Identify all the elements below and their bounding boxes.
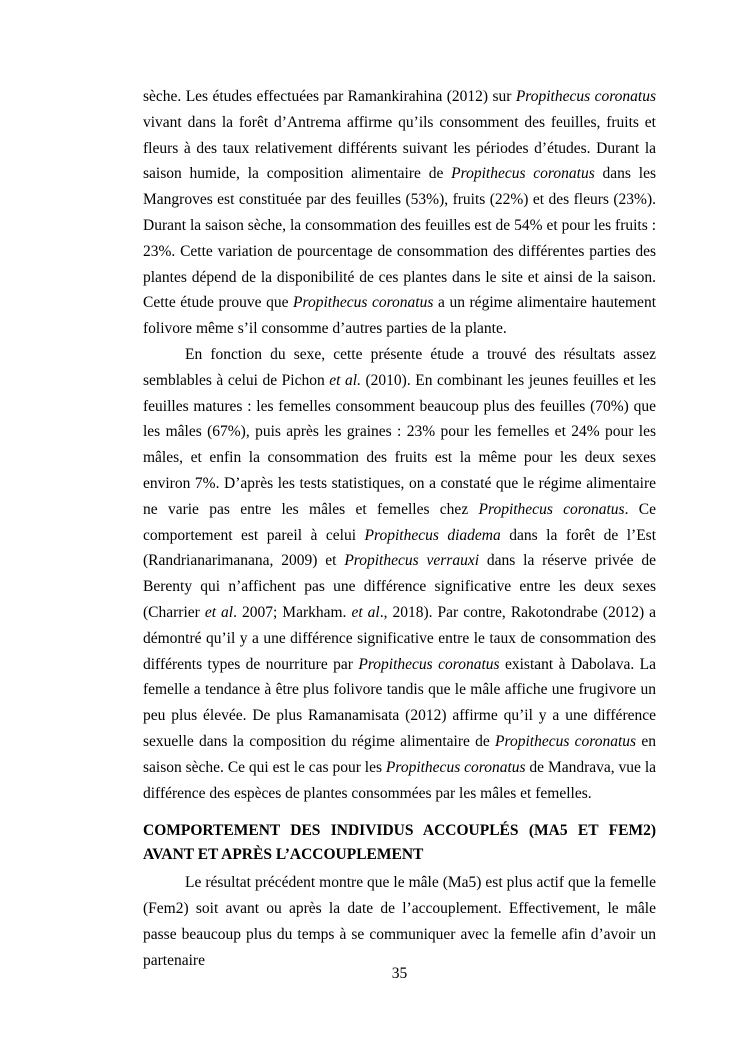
text-run: ., 2018). Par contre, Rakotondrabe (2012) a démontré qu’il y a une différence significative entre le taux de consommation des différents types de nourriture par [143, 603, 656, 673]
italic-text-run: et al [351, 603, 380, 621]
text-run: dans la forêt de l’Est (Randrianarimanana, 2009) et [143, 526, 657, 570]
text-run: (2010). En combinant les jeunes feuilles et les feuilles matures : les femelles consomment beaucoup plus des feuilles (70%) que les mâles (67%), puis après les graines : 23% pour les femelles et 24% pour les mâles, et enfin la consommation des fruits est la même pour les deux sexes environ 7%. D’après les tests statistiques, on a constaté que le régime alimentaire ne varie pas entre les mâles et femelles chez [143, 371, 657, 518]
italic-text-run: Propithecus coronatus [515, 88, 656, 105]
text-run: Le résultat précédent montre que le mâle (Ma5) est plus actif que la femelle (Fem2) soit avant ou après la date de l’accouplement. Effectivement, le mâle passe beaucoup plus du temps à se communiquer avec la femelle afin d’avoir un partenaire [143, 874, 656, 969]
italic-text-run: et al [204, 603, 234, 621]
document-body [143, 84, 656, 974]
italic-text-run: Propithecus coronatus [385, 758, 526, 776]
text-run: dans la réserve privée de Berenty qui n’affichent pas une différence significative entre les deux sexes (Charrier [143, 552, 656, 621]
text-run: existant à Dabolava. La femelle a tendance à être plus folivore tandis que le mâle affiche une frugivore un peu plus élevée. De plus Ramanamisata (2012) affirme qu’il y a une différence sexuelle dans la composition du régime alimentaire de [143, 655, 656, 750]
text-run: vivant dans la forêt d’Antrema affirme qu’ils consomment des feuilles, fruits et fleurs à des taux relativement différents suivant les périodes d’études. Durant la saison humide, la composition alimentaire de [143, 113, 656, 183]
paragraph [143, 342, 656, 806]
italic-text-run: Propithecus verrauxi [344, 552, 480, 570]
text-run: dans les Mangroves est constituée par des feuilles (53%), fruits (22%) et des fleurs (23%). Durant la saison sèche, la consommation des feuilles est de 54% et pour les fruits : 23%. Cette variation de pourcentage de consommation des différentes parties des plantes dépend de la disponibilité de ces plantes dans le site et ainsi de la saison. Cette étude prouve que [143, 165, 656, 312]
paragraph [143, 870, 656, 973]
page-number: 35 [391, 965, 408, 982]
text-run: sèche. Les études effectuées par Ramankirahina (2012) sur [143, 88, 516, 105]
italic-text-run: Propithecus coronatus [358, 655, 500, 673]
italic-text-run: Propithecus coronatus [451, 165, 595, 183]
text-run: a un régime alimentaire hautement folivore même s’il consomme d’autres parties de la plante. [143, 294, 656, 338]
text-run: . Ce comportement est pareil à celui [143, 500, 656, 544]
text-run: En fonction du sexe, cette présente étude a trouvé des résultats assez semblables à celui de Pichon [143, 345, 656, 389]
text-run: de Mandrava, vue la différence des espèces de plantes consommées par les mâles et femelles. [143, 758, 656, 802]
italic-text-run: Propithecus diadema [364, 526, 501, 544]
italic-text-run: Propithecus coronatus [495, 732, 637, 750]
text-run: COMPORTEMENT DES INDIVIDUS ACCOUPLÉS (MA5 ET FEM2) AVANT ET APRÈS L’ACCOUPLEMENT [143, 822, 656, 864]
italic-text-run: et al. [329, 371, 361, 389]
italic-text-run: Propithecus coronatus [478, 500, 625, 518]
text-run: en saison sèche. Ce qui est le cas pour les [143, 732, 656, 776]
italic-text-run: Propithecus coronatus [293, 294, 434, 312]
text-run: . 2007; Markham. [233, 603, 352, 621]
section-heading [143, 819, 656, 867]
paragraph [143, 84, 656, 342]
